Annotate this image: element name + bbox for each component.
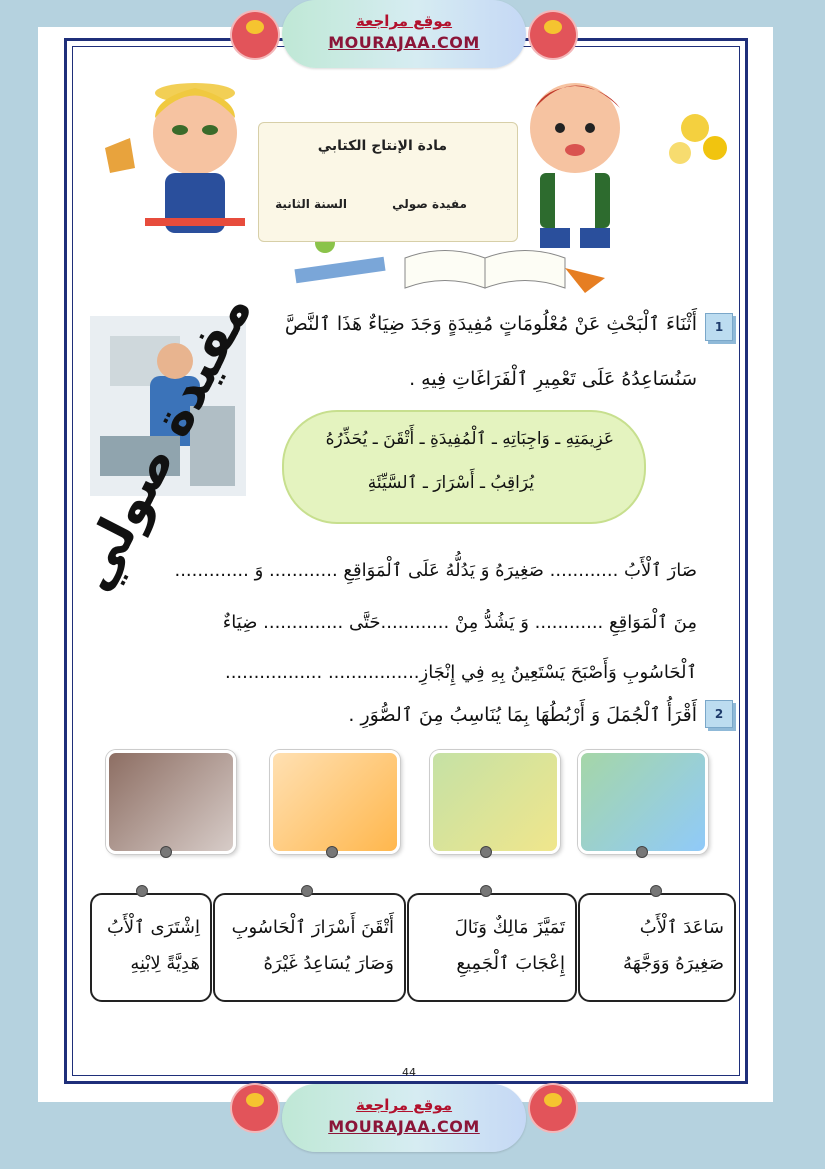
site-domain[interactable]: MOURAJAA.COM	[328, 1117, 480, 1136]
card-connect-dot[interactable]	[136, 885, 148, 897]
card-connect-dot[interactable]	[650, 885, 662, 897]
site-name-ar[interactable]: موقع مراجعة	[355, 1096, 453, 1114]
site-logo-icon	[232, 12, 278, 58]
fill-text-line3-lead: ................	[224, 662, 317, 683]
image-connect-dot[interactable]	[160, 846, 172, 858]
father-guiding-image[interactable]	[578, 750, 708, 854]
sentence-card-4-line1: اِشْتَرَى ٱلْأَبُ	[106, 917, 200, 938]
site-banner-top[interactable]	[282, 0, 526, 68]
site-logo-icon	[530, 12, 576, 58]
fill-text-line1[interactable]: صَارَ ٱلْأَبُ ............ صَغِيرَهُ وَ يَدُلُّهُ عَلَى ٱلْمَوَاقِعِ ............ وَ .............	[174, 560, 697, 581]
author-name: مفيدة صولي	[392, 197, 467, 211]
sentence-card-4-line2: هَدِيَّةً لِابْنِهِ	[130, 953, 200, 974]
site-banner-bottom[interactable]	[282, 1084, 526, 1152]
sentence-card-2-line2: إِعْجَابَ ٱلْجَمِيعِ	[456, 953, 565, 974]
subject-title: مادة الإنتاج الكتابي	[317, 138, 447, 154]
sentence-card-3-line2: وَصَارَ يُسَاعِدُ غَيْرَهُ	[263, 953, 394, 974]
sentence-card-3-line1: أَتْقَنَ أَسْرَارَ ٱلْحَاسُوبِ	[231, 917, 394, 938]
exercise-2-instruction: أَقْرَأُ ٱلْجُمَلَ وَ أَرْبُطُهَا بِمَا يُنَاسِبُ مِنَ ٱلصُّوَرِ .	[348, 704, 697, 726]
grade-level: السنة الثانية	[275, 197, 347, 211]
image-connect-dot[interactable]	[326, 846, 338, 858]
site-name-ar[interactable]: موقع مراجعة	[355, 12, 453, 30]
children-computer-image[interactable]	[430, 750, 560, 854]
image-connect-dot[interactable]	[480, 846, 492, 858]
exercise-1-instruction-line1: أَثْنَاءَ ٱلْبَحْثِ عَنْ مُعْلُومَاتٍ مُفِيدَةٍ وَجَدَ ضِيَاءٌ هَذَا ٱلنَّصَّ	[284, 313, 697, 335]
fill-text-line2[interactable]: مِنَ ٱلْمَوَاقِعِ ............ وَ يَشُدُّ مِنْ ............حَتَّى .............. ضِيَاءٌ	[222, 612, 697, 633]
header-scroll	[258, 122, 518, 242]
fill-text-line3-main: ٱلْحَاسُوبِ وَأَصْبَحَ يَسْتَعِينُ بِهِ فِي إِنْجَازِ................ .	[316, 662, 697, 683]
sentence-card-3	[213, 893, 406, 1002]
image-connect-dot[interactable]	[636, 846, 648, 858]
word-bank-line1: عَزِيمَتِهِ ـ وَاجِبَاتِهِ ـ ٱلْمُفِيدَةِ ـ أَتْقَنَ ـ يُحَذِّرُهُ	[325, 429, 614, 449]
sentence-card-1	[578, 893, 736, 1002]
exercise-1-number: 1	[705, 313, 733, 341]
author-watermark: مفيدة صولي	[63, 283, 264, 601]
sentence-card-1-line1: سَاعَدَ ٱلْأَبُ	[639, 917, 724, 938]
page-number: 44	[402, 1066, 416, 1079]
sentence-card-2-line1: تَمَيَّزَ مَالِكٌ وَنَالَ	[454, 917, 565, 938]
sentence-card-2	[407, 893, 577, 1002]
exercise-1-instruction-line2: سَنُسَاعِدُهُ عَلَى تَعْمِيرِ ٱلْفَرَاغَاتِ فِيهِ .	[409, 368, 697, 390]
word-bank-cloud	[282, 410, 646, 524]
sentence-card-1-line2: صَغِيرَهُ وَوَجَّهَهُ	[623, 953, 724, 974]
computer-helping-image[interactable]	[270, 750, 400, 854]
sentence-card-4	[90, 893, 212, 1002]
site-domain[interactable]: MOURAJAA.COM	[328, 33, 480, 52]
exercise-2-number: 2	[705, 700, 733, 728]
fill-text-line3[interactable]	[225, 662, 697, 683]
site-logo-icon	[530, 1085, 576, 1131]
site-logo-icon	[232, 1085, 278, 1131]
word-bank-line2: يُرَاقِبُ ـ أَسْرَارَ ـ ٱلسَّيِّئَةِ	[367, 473, 534, 493]
card-connect-dot[interactable]	[301, 885, 313, 897]
gift-image[interactable]	[106, 750, 236, 854]
card-connect-dot[interactable]	[480, 885, 492, 897]
